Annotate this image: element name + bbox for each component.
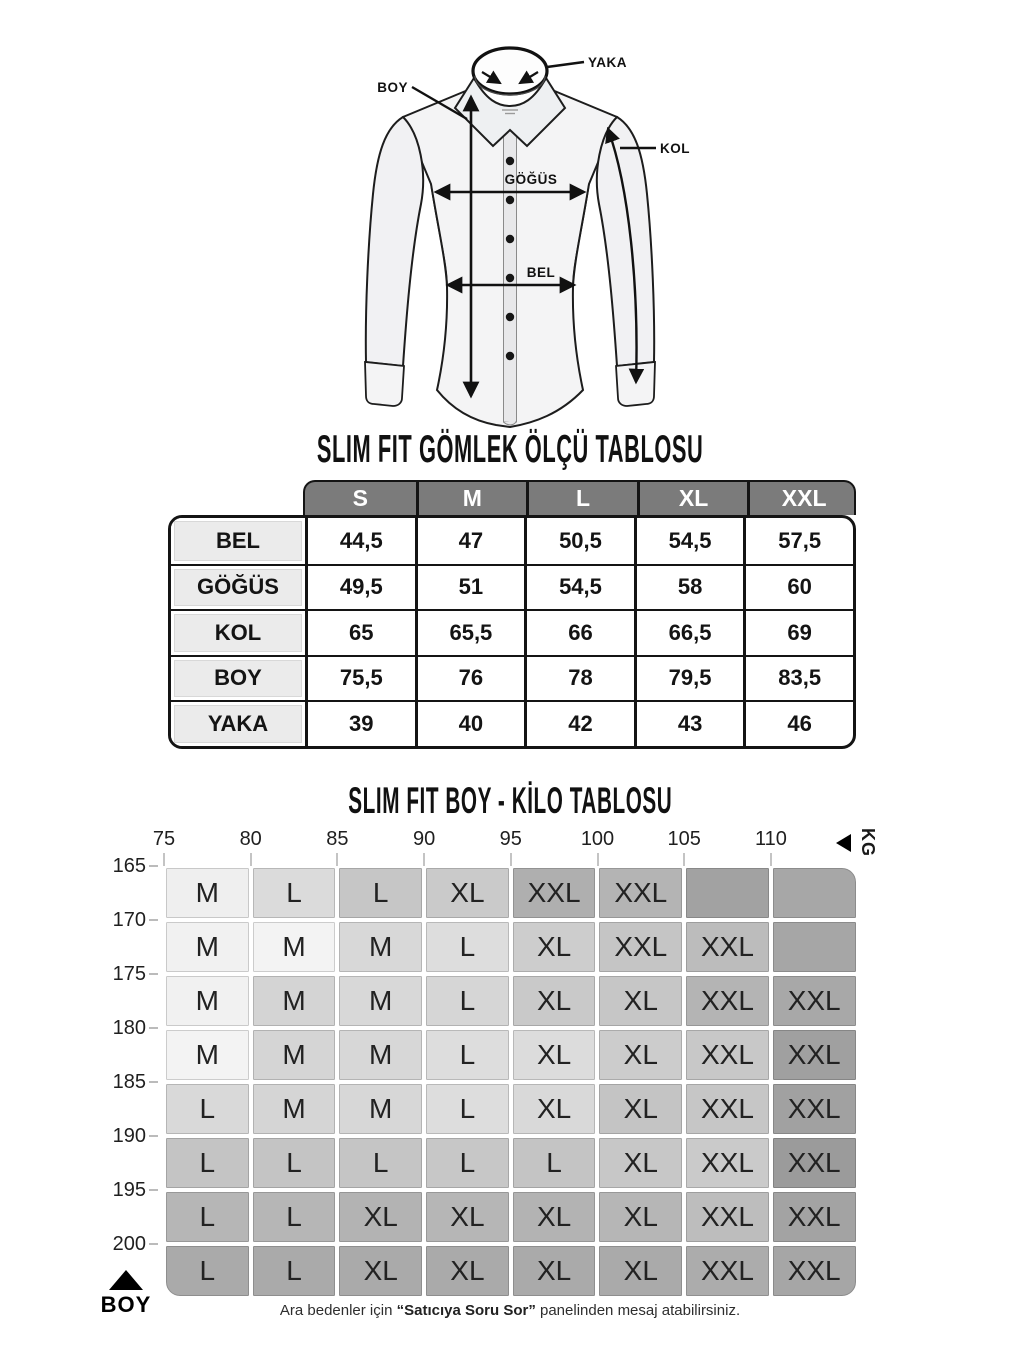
fit-size-cell: XL <box>424 866 511 920</box>
fit-size-cell: M <box>164 974 251 1028</box>
fit-size-cell: M <box>337 974 424 1028</box>
kg-arrow-icon <box>836 834 851 852</box>
fit-size-cell: M <box>337 1028 424 1082</box>
fit-size-cell: XL <box>597 1082 684 1136</box>
label-sleeve: KOL <box>660 141 690 156</box>
fit-size-cell: XXL <box>684 1136 771 1190</box>
measure-value-cell: 44,5 <box>305 518 415 564</box>
shirt-measurement-diagram <box>298 22 722 434</box>
fit-size-cell: L <box>337 1136 424 1190</box>
size-table-header <box>303 480 856 515</box>
kg-tick-mark <box>163 853 165 866</box>
boy-tick-mark <box>149 1243 158 1245</box>
boy-arrow-icon <box>109 1270 143 1290</box>
shirt-left-sleeve <box>366 117 423 366</box>
fit-size-cell: L <box>337 866 424 920</box>
fit-size-cell: XXL <box>771 1028 858 1082</box>
fit-size-cell: XL <box>511 1028 598 1082</box>
fit-size-cell: M <box>164 920 251 974</box>
fit-matrix-title-text: SLIM FIT BOY - KİLO TABLOSU <box>348 780 672 821</box>
boy-axis-label: BOY <box>100 1292 152 1317</box>
size-table-title-text: SLIM FIT GÖMLEK ÖLÇÜ TABLOSU <box>316 428 704 471</box>
fit-size-cell: XL <box>511 1082 598 1136</box>
label-chest: GÖĞÜS <box>504 172 558 187</box>
fit-size-cell: L <box>164 1190 251 1244</box>
fit-size-cell: XXL <box>684 920 771 974</box>
fit-size-cell: XXL <box>684 1244 771 1298</box>
footer-note <box>0 1302 1020 1319</box>
measure-row-label: BEL <box>171 518 305 564</box>
fit-size-cell: XXL <box>771 1244 858 1298</box>
boy-tick-label: 165 <box>112 855 146 877</box>
fit-size-cell: L <box>164 1136 251 1190</box>
fit-size-cell: M <box>251 920 338 974</box>
footer-highlight: “Satıcıya Soru Sor” <box>396 1302 536 1319</box>
kg-axis <box>152 828 884 866</box>
fit-size-cell: XL <box>597 1244 684 1298</box>
fit-size-cell: XL <box>511 1244 598 1298</box>
kg-tick-label: 105 <box>667 828 701 850</box>
fit-size-cell: XXL <box>597 866 684 920</box>
fit-size-cell: L <box>424 1082 511 1136</box>
boy-tick-label: 175 <box>112 963 146 985</box>
kg-tick-mark <box>683 853 685 866</box>
fit-size-cell: L <box>251 1244 338 1298</box>
fit-size-cell: L <box>164 1082 251 1136</box>
fit-size-cell: L <box>251 1190 338 1244</box>
fit-size-cell: M <box>251 974 338 1028</box>
fit-size-cell: XL <box>511 920 598 974</box>
size-table-title <box>0 428 1020 472</box>
fit-size-cell: XXL <box>597 920 684 974</box>
measure-value-cell: 46 <box>743 700 853 746</box>
measure-value-cell: 54,5 <box>524 564 634 610</box>
fit-size-cell: M <box>251 1082 338 1136</box>
kg-tick-label: 85 <box>326 828 349 850</box>
fit-size-cell: XXL <box>771 1082 858 1136</box>
fit-size-cell: XL <box>597 974 684 1028</box>
measure-row-label: BOY <box>171 655 305 701</box>
fit-size-cell: L <box>424 974 511 1028</box>
footer-suffix: panelinden mesaj atabilirsiniz. <box>535 1302 741 1319</box>
fit-size-cell: XXL <box>771 974 858 1028</box>
fit-size-cell: M <box>164 1028 251 1082</box>
measure-value-cell: 57,5 <box>743 518 853 564</box>
kg-axis-label: KG <box>858 828 878 857</box>
shirt-left-cuff <box>365 362 404 406</box>
size-column-header: M <box>416 482 527 515</box>
label-waist: BEL <box>526 265 556 280</box>
fit-size-cell: XXL <box>684 1028 771 1082</box>
fit-size-cell: XXL <box>684 1082 771 1136</box>
kg-tick-mark <box>510 853 512 866</box>
measure-row-label: GÖĞÜS <box>171 564 305 610</box>
fit-size-cell: XL <box>337 1190 424 1244</box>
boy-tick-mark <box>149 973 158 975</box>
measure-value-cell: 40 <box>415 700 525 746</box>
boy-tick-label: 170 <box>112 909 146 931</box>
fit-size-cell: XXL <box>684 974 771 1028</box>
size-table-body <box>168 515 856 749</box>
fit-size-cell: XL <box>511 1190 598 1244</box>
kg-tick-label: 110 <box>754 828 787 850</box>
size-column-header: XXL <box>747 482 856 515</box>
boy-tick-mark <box>149 1135 158 1137</box>
measure-value-cell: 39 <box>305 700 415 746</box>
fit-size-cell: XL <box>597 1190 684 1244</box>
label-length: BOY <box>377 80 408 95</box>
boy-tick-mark <box>149 1027 158 1029</box>
measure-row-label: YAKA <box>171 700 305 746</box>
kg-axis-marker <box>836 828 882 857</box>
fit-size-cell: L <box>164 1244 251 1298</box>
boy-axis <box>90 855 162 1306</box>
boy-tick-label: 185 <box>112 1071 146 1093</box>
measure-value-cell: 51 <box>415 564 525 610</box>
fit-size-cell: XL <box>511 974 598 1028</box>
measure-value-cell: 54,5 <box>634 518 744 564</box>
kg-tick-mark <box>336 853 338 866</box>
fit-size-cell: XXL <box>511 866 598 920</box>
fit-size-cell: L <box>251 866 338 920</box>
boy-tick-label: 180 <box>112 1017 146 1039</box>
measure-value-cell: 60 <box>743 564 853 610</box>
collar-leader-line <box>547 62 584 67</box>
fit-size-cell: L <box>251 1136 338 1190</box>
measure-value-cell: 75,5 <box>305 655 415 701</box>
measure-value-cell: 65,5 <box>415 609 525 655</box>
measure-value-cell: 76 <box>415 655 525 701</box>
measure-row-label: KOL <box>171 609 305 655</box>
fit-size-cell: M <box>337 920 424 974</box>
measure-value-cell: 50,5 <box>524 518 634 564</box>
kg-tick-label: 95 <box>499 828 522 850</box>
fit-size-cell: L <box>424 920 511 974</box>
measure-value-cell: 43 <box>634 700 744 746</box>
fit-empty-cell <box>771 920 858 974</box>
boy-tick-label: 190 <box>112 1125 146 1147</box>
fit-size-cell: XL <box>337 1244 424 1298</box>
measure-value-cell: 58 <box>634 564 744 610</box>
measure-value-cell: 83,5 <box>743 655 853 701</box>
kg-tick-mark <box>423 853 425 866</box>
fit-size-cell: L <box>511 1136 598 1190</box>
fit-empty-cell <box>771 866 858 920</box>
kg-tick-label: 90 <box>412 828 436 850</box>
size-column-header: L <box>526 482 637 515</box>
kg-tick-mark <box>250 853 252 866</box>
kg-tick-label: 75 <box>152 828 176 850</box>
boy-tick-mark <box>149 1081 158 1083</box>
fit-size-cell: XXL <box>771 1190 858 1244</box>
kg-tick-mark <box>597 853 599 866</box>
boy-tick-mark <box>149 919 158 921</box>
measure-value-cell: 65 <box>305 609 415 655</box>
fit-size-cell: XXL <box>771 1136 858 1190</box>
boy-tick-label: 195 <box>112 1179 146 1201</box>
measure-value-cell: 66,5 <box>634 609 744 655</box>
boy-tick-mark <box>149 865 158 867</box>
measure-value-cell: 69 <box>743 609 853 655</box>
measure-value-cell: 49,5 <box>305 564 415 610</box>
fit-size-cell: XL <box>424 1244 511 1298</box>
fit-size-cell: XXL <box>684 1190 771 1244</box>
fit-size-cell: L <box>424 1028 511 1082</box>
measure-value-cell: 78 <box>524 655 634 701</box>
measure-value-cell: 79,5 <box>634 655 744 701</box>
kg-tick-mark <box>770 853 772 866</box>
shirt-right-sleeve <box>597 117 654 366</box>
fit-size-cell: M <box>337 1082 424 1136</box>
fit-size-cell: M <box>164 866 251 920</box>
fit-matrix-grid <box>164 866 858 1298</box>
fit-size-cell: XL <box>597 1136 684 1190</box>
measure-value-cell: 42 <box>524 700 634 746</box>
measure-value-cell: 66 <box>524 609 634 655</box>
fit-size-cell: M <box>251 1028 338 1082</box>
fit-empty-cell <box>684 866 771 920</box>
fit-size-cell: XL <box>424 1190 511 1244</box>
boy-tick-label: 200 <box>112 1233 146 1255</box>
kg-tick-label: 100 <box>580 828 615 850</box>
measure-value-cell: 47 <box>415 518 525 564</box>
size-column-header: S <box>352 485 368 511</box>
fit-size-cell: XL <box>597 1028 684 1082</box>
boy-tick-mark <box>149 1189 158 1191</box>
collar-measure-loop <box>473 48 547 94</box>
fit-size-cell: L <box>424 1136 511 1190</box>
size-column-header: XL <box>637 482 748 515</box>
label-collar: YAKA <box>588 55 628 70</box>
fit-matrix-title <box>0 780 1020 822</box>
kg-tick-label: 80 <box>239 828 262 850</box>
footer-prefix: Ara bedenler için <box>279 1302 397 1319</box>
